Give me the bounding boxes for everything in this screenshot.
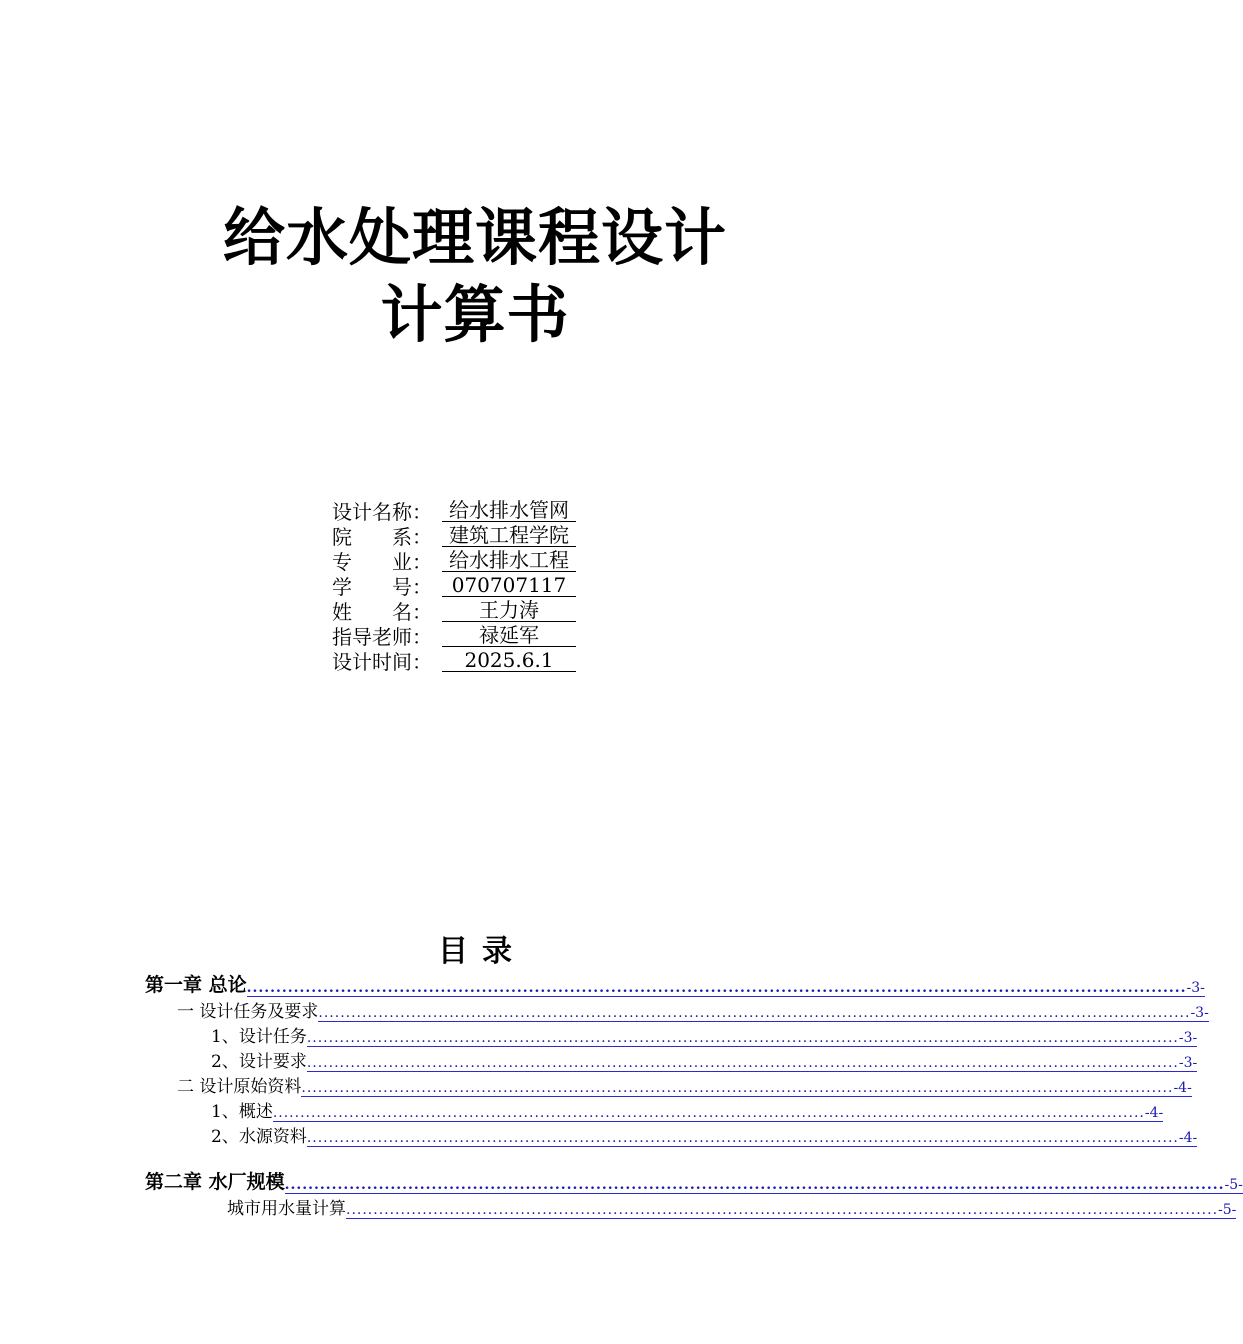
info-value: 给水排水工程: [442, 549, 576, 572]
info-value: 2025.6.1: [442, 649, 576, 672]
table-of-contents: [145, 972, 1243, 1219]
toc-item-page: -5-: [1224, 1177, 1243, 1193]
toc-item-label: 第二章 水厂规模: [145, 1171, 285, 1193]
info-row-advisor: [332, 623, 592, 648]
info-label: 姓 名：: [332, 600, 432, 624]
info-value: 070707117: [442, 574, 576, 597]
info-value: 给水排水管网: [442, 499, 576, 522]
toc-item[interactable]: [145, 1194, 1237, 1219]
info-label: 指导老师：: [332, 625, 432, 649]
toc-item-page: -4-: [1173, 1080, 1192, 1096]
info-row-major: [332, 548, 592, 573]
toc-item-label: 第一章 总论: [145, 974, 247, 996]
toc-leader-dots: ................................................................................................................................................................: [301, 1080, 1174, 1096]
info-label: 设计名称：: [332, 500, 432, 524]
toc-leader-dots: ................................................................................................................................................................: [272, 1105, 1145, 1121]
toc-leader-dots: ................................................................................................................................................................: [306, 1130, 1179, 1146]
toc-item-label: 1、概述: [211, 1102, 273, 1122]
toc-item-page: -3-: [1178, 1055, 1198, 1071]
toc-item[interactable]: [145, 972, 1205, 997]
info-value: 王力涛: [442, 599, 576, 622]
cover-info: [332, 498, 592, 673]
toc-leader-dots: ................................................................................................................................................................: [246, 980, 1187, 996]
toc-item-label: 二 设计原始资料: [177, 1077, 302, 1097]
info-label: 设计时间：: [332, 650, 432, 674]
toc-item-page: -3-: [1190, 1005, 1209, 1021]
toc-leader-dots: ................................................................................................................................................................: [306, 1030, 1179, 1046]
info-row-name: [332, 598, 592, 623]
toc-item[interactable]: [145, 1022, 1198, 1047]
toc-item-page: -5-: [1218, 1202, 1237, 1218]
info-value: 禄延军: [442, 624, 576, 647]
toc-item-page: -3-: [1186, 980, 1205, 996]
info-row-student-id: [332, 573, 592, 598]
toc-leader-dots: ................................................................................................................................................................: [346, 1202, 1219, 1218]
toc-title: 目录: [438, 934, 526, 969]
toc-item-label: 2、设计要求: [211, 1052, 307, 1072]
toc-leader-dots: ................................................................................................................................................................: [318, 1005, 1191, 1021]
toc-item-label: 2、水源资料: [211, 1127, 307, 1147]
toc-item[interactable]: [145, 1169, 1243, 1194]
toc-item-page: -3-: [1178, 1030, 1198, 1046]
info-label: 学 号：: [332, 575, 432, 599]
info-row-department: [332, 523, 592, 548]
toc-item[interactable]: [145, 1122, 1198, 1147]
toc-item[interactable]: [145, 1072, 1192, 1097]
toc-item-label: 1、设计任务: [211, 1027, 307, 1047]
info-value: 建筑工程学院: [442, 524, 576, 547]
info-row-design-date: [332, 648, 592, 673]
toc-item[interactable]: [145, 1047, 1198, 1072]
toc-leader-dots: ................................................................................................................................................................: [306, 1055, 1179, 1071]
toc-item[interactable]: [145, 1097, 1164, 1122]
toc-item-label: 一 设计任务及要求: [177, 1002, 319, 1022]
toc-item-label: 城市用水量计算: [227, 1199, 346, 1219]
document-subtitle: 计算书: [380, 278, 570, 351]
info-label: 院 系：: [332, 525, 432, 549]
toc-item-page: -4-: [1178, 1130, 1198, 1146]
document-title: 给水处理课程设计: [222, 201, 727, 274]
toc-item-page: -4-: [1144, 1105, 1164, 1121]
toc-item[interactable]: [145, 997, 1209, 1022]
info-label: 专 业：: [332, 550, 432, 574]
info-row-design-name: [332, 498, 592, 523]
toc-leader-dots: ................................................................................................................................................................: [284, 1177, 1225, 1193]
